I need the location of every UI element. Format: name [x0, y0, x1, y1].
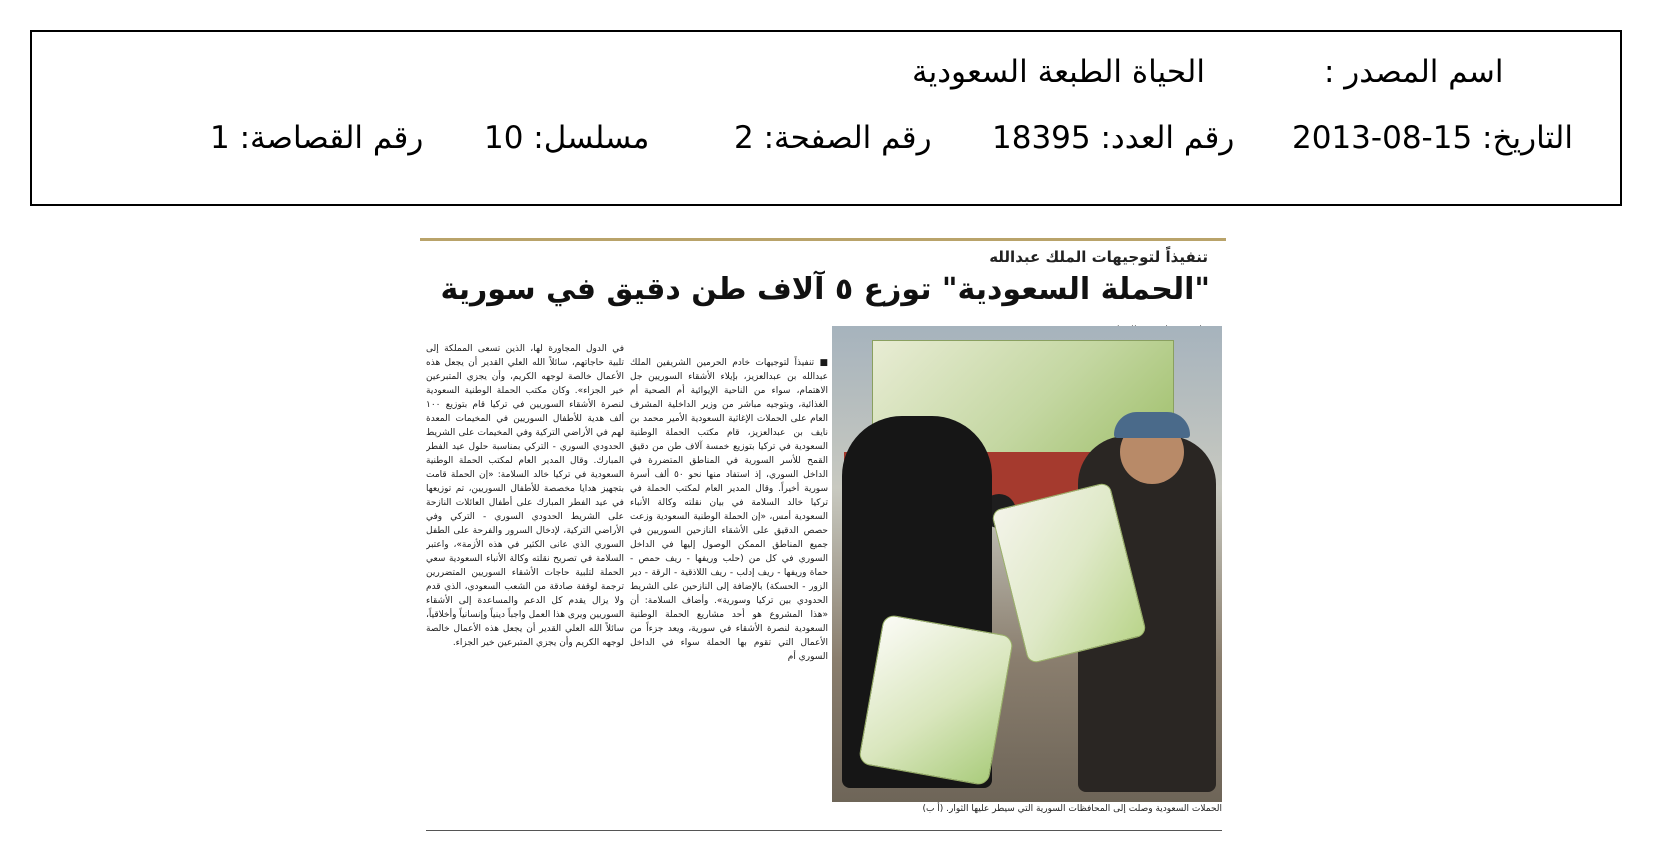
clip-number: رقم القصاصة: 1: [210, 120, 424, 156]
article-photo: [832, 326, 1222, 802]
top-divider: [420, 238, 1226, 241]
newspaper-clipping: [420, 238, 1226, 842]
source-name: الحياة الطبعة السعودية: [912, 54, 1205, 90]
article-headline: "الحملة السعودية" توزع ٥ آلاف طن دقيق في سورية: [440, 272, 1210, 307]
source-label: اسم المصدر :: [1324, 54, 1504, 90]
bottom-divider: [426, 830, 1222, 831]
clipping-header-box: [30, 30, 1622, 206]
serial-number: مسلسل: 10: [484, 120, 650, 156]
man-cap: [1114, 412, 1190, 438]
issue-number: رقم العدد: 18395: [992, 120, 1235, 156]
article-column-right: ■ تنفيذاً لتوجيهات خادم الحرمين الشريفين الملك عبدالله بن عبدالعزيز، بإيلاء الأشقاء السوريين جل الاهتمام، سواء من الناحية الإيوائية أم الصحية أم الغذائية، وبتوجيه مباشر من وزير الداخلية المشرف العام على الحملات الإغاثية السعودية الأمير محمد بن نايف بن عبدالعزيز، قام مكتب الحملة الوطنية السعودية في تركيا بتوزيع خمسة آلاف طن من دقيق القمح للأسر السورية في المناطق المتضررة في الداخل السوري، إذ استفاد منها نحو ٥٠ ألف أسرة سورية أخيراً. وقال المدير العام لمكتب الحملة في تركيا خالد السلامة في بيان نقلته وكالة الأنباء السعودية أمس، «إن الحملة الوطنية السعودية وزعت حصص الدقيق على الأشقاء النازحين السوريين في جميع المناطق الممكن الوصول إليها في الداخل السوري في كل من (حلب وريفها - ريف حمص - حماة وريفها - ريف إدلب - ريف اللاذقية - الرقة - دير الزور - الحسكة) بالإضافة إلى النازحين على الشريط الحدودي بين تركيا وسورية». وأضاف السلامة: أن «هذا المشروع هو أحد مشاريع الحملة الوطنية السعودية لنصرة الأشقاء في سورية، ويعد جزءاً من الأعمال التي تقوم بها الحملة سواء في الداخل السوري أم: [630, 358, 828, 662]
article-kicker: تنفيذاً لتوجيهات الملك عبدالله: [989, 248, 1208, 266]
page-number: رقم الصفحة: 2: [734, 120, 932, 156]
article-column-left: في الدول المجاورة لها، الذين تسعى المملكة إلى تلبية حاجاتهم، سائلاً الله العلي القدير أن يجعل هذه الأعمال خالصة لوجهه الكريم، وأن يجزي المتبرعين خير الجزاء». وكان مكتب الحملة الوطنية السعودية لنصرة الأشقاء السوريين في تركيا قام بتوزيع ١٠٠ ألف هدية للأطفال السوريين في المخيمات المعدة لهم في الأراضي التركية وفي المخيمات على الشريط الحدودي السوري - التركي بمناسبة حلول عيد الفطر المبارك. وقال المدير العام لمكتب الحملة الوطنية السعودية في تركيا خالد السلامة: «إن الحملة قامت بتجهيز هدايا مخصصة للأطفال السوريين، تم توزيعها في عيد الفطر المبارك على أطفال العائلات النازحة على الشريط الحدودي السوري - التركي وفي الأراضي التركية، لإدخال السرور والفرحة على الطفل السوري الذي عانى الكثير في هذه الأزمة»، واعتبر السلامة في تصريح نقلته وكالة الأنباء السعودية سعي الحملة لتلبية حاجات الأشقاء السوريين المتضررين ترجمة لوقفة صادقة من الشعب السعودي، الذي قدم ولا يزال يقدم كل الدعم والمساعدة إلى الأشقاء السوريين ويرى هذا العمل واجباً دينياً وإنسانياً وأخلاقياً، سائلاً الله العلي القدير أن يجعل هذه الأعمال خالصة لوجهه الكريم وأن يجزي المتبرعين خير الجزاء.: [426, 344, 624, 648]
clip-date: التاريخ: 15-08-2013: [1292, 120, 1573, 156]
flour-sack: [858, 614, 1014, 787]
photo-caption: الحملات السعودية وصلت إلى المحافظات السورية التي سيطر عليها الثوار. (أ ب): [922, 804, 1222, 814]
